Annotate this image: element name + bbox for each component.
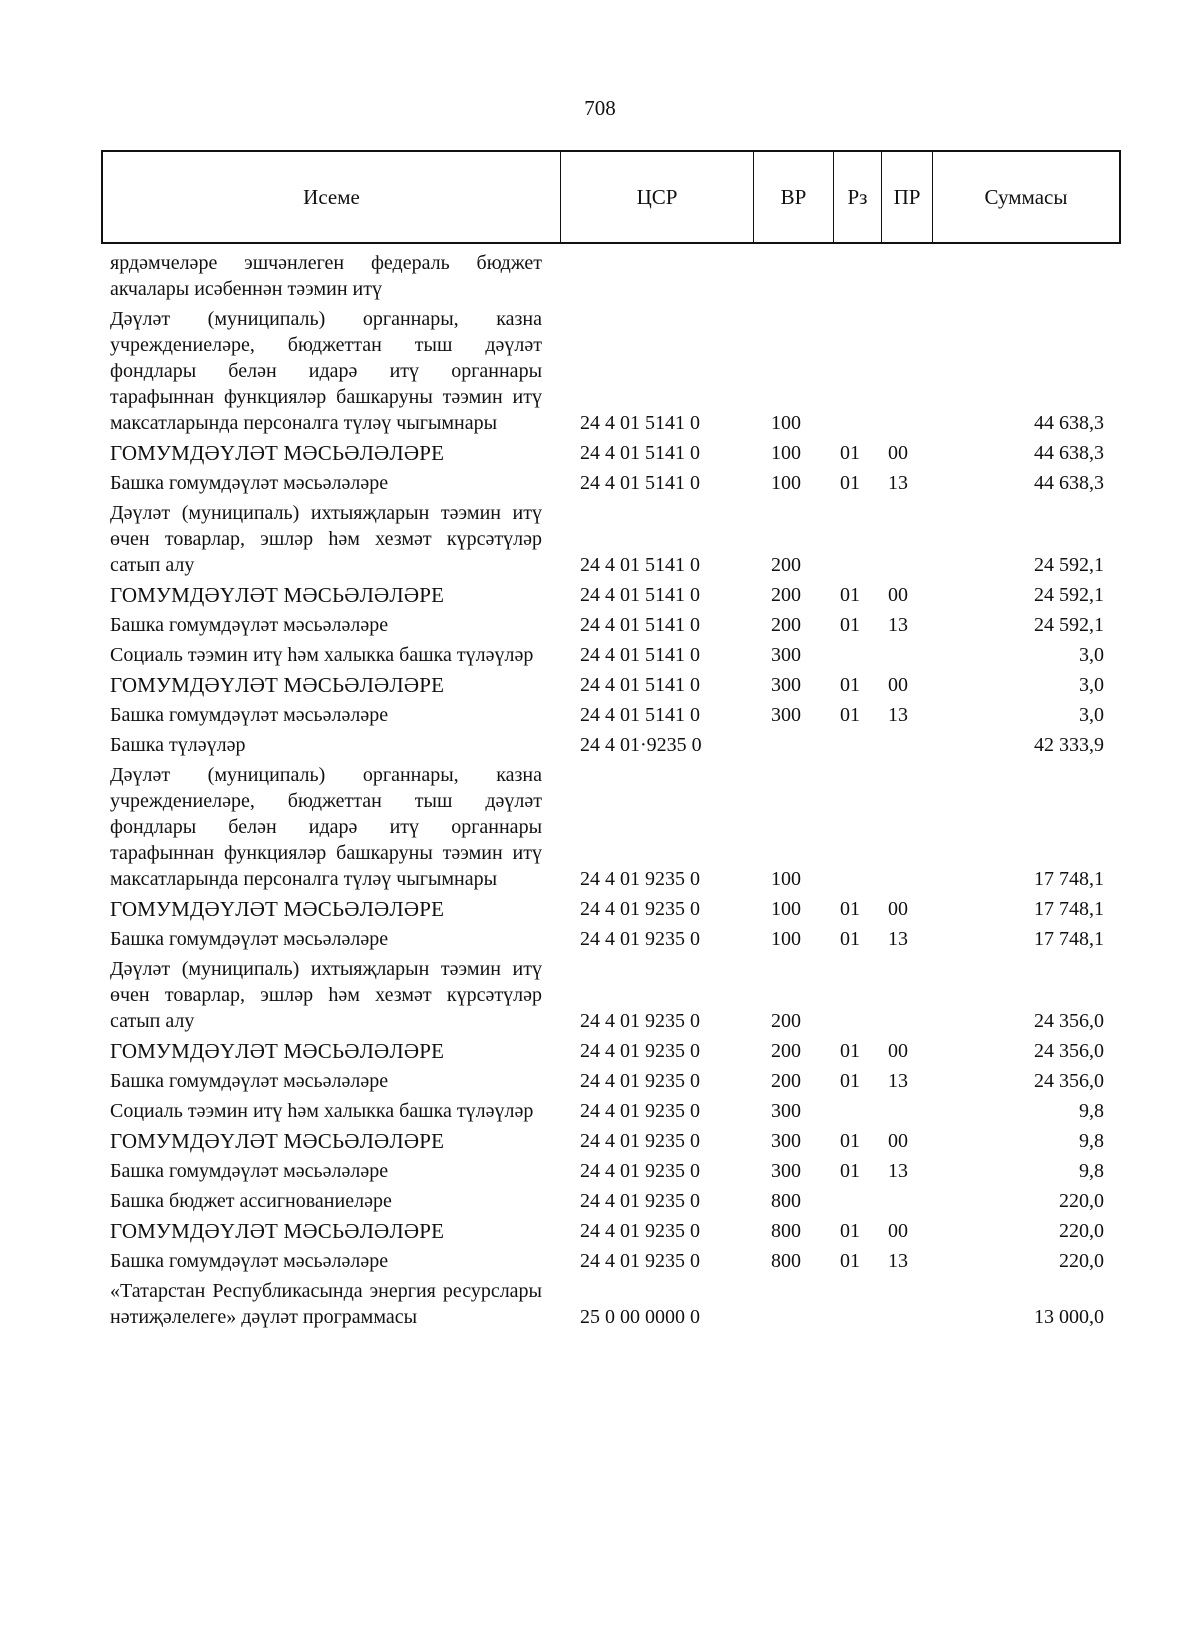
row-rz: 01 [840, 1130, 860, 1152]
row-name: Башка гомумдәүләт мәсьәләләре [110, 1160, 389, 1182]
row-sum: 220,0 [1059, 1220, 1104, 1242]
table-body [0, 250, 1200, 1330]
row-csr: 24 4 01 9235 0 [580, 1160, 700, 1182]
row-vr: 100 [771, 898, 801, 920]
row-sum: 220,0 [1059, 1250, 1104, 1272]
row-pr: 13 [888, 614, 908, 636]
row-pr: 13 [888, 704, 908, 726]
row-name: Башка гомумдәүләт мәсьәләләре [110, 928, 389, 950]
row-csr: 24 4 01 5141 0 [580, 644, 700, 666]
row-csr: 24 4 01 9235 0 [580, 1010, 700, 1032]
row-vr: 800 [771, 1220, 801, 1242]
row-csr: 24 4 01 9235 0 [580, 1220, 700, 1242]
row-csr: 24 4 01·9235 0 [580, 734, 702, 756]
row-csr: 24 4 01 9235 0 [580, 1130, 700, 1152]
table-row [0, 732, 1200, 758]
row-vr: 200 [771, 584, 801, 606]
table-row [0, 642, 1200, 668]
row-name: Башка түләүләр [110, 734, 246, 756]
row-sum: 3,0 [1079, 704, 1104, 726]
row-sum: 42 333,9 [1034, 734, 1104, 756]
row-sum: 17 748,1 [1034, 898, 1104, 920]
row-vr: 300 [771, 644, 801, 666]
row-name: Башка гомумдәүләт мәсьәләләре [110, 704, 389, 726]
row-csr: 24 4 01 9235 0 [580, 928, 700, 950]
row-sum: 24 592,1 [1034, 554, 1104, 576]
table-row [0, 1038, 1200, 1064]
row-pr: 13 [888, 472, 908, 494]
column-header-vr: ВР [754, 152, 834, 242]
table-row [0, 612, 1200, 638]
row-pr: 00 [888, 674, 908, 696]
row-sum: 220,0 [1059, 1190, 1104, 1212]
table-row [0, 1098, 1200, 1124]
row-vr: 300 [771, 674, 801, 696]
row-vr: 300 [771, 1160, 801, 1182]
row-csr: 24 4 01 9235 0 [580, 868, 700, 890]
row-pr: 13 [888, 928, 908, 950]
table-row [0, 440, 1200, 466]
row-name: ГОМУМДӘҮЛӘТ МӘСЬӘЛӘЛӘРЕ [110, 1219, 445, 1243]
row-vr: 100 [771, 928, 801, 950]
row-pr: 00 [888, 898, 908, 920]
table-row [0, 956, 1200, 1034]
table-row [0, 1068, 1200, 1094]
row-sum: 9,8 [1079, 1160, 1104, 1182]
row-name: Башка гомумдәүләт мәсьәләләре [110, 472, 389, 494]
row-pr: 00 [888, 584, 908, 606]
row-pr: 13 [888, 1160, 908, 1182]
table-row [0, 762, 1200, 892]
row-vr: 800 [771, 1250, 801, 1272]
row-sum: 24 356,0 [1034, 1070, 1104, 1092]
table-row [0, 1158, 1200, 1184]
table-row [0, 926, 1200, 952]
row-rz: 01 [840, 472, 860, 494]
row-rz: 01 [840, 928, 860, 950]
row-pr: 00 [888, 1040, 908, 1062]
row-rz: 01 [840, 1250, 860, 1272]
row-name: Социаль тәэмин итү һәм халыкка башка түләүләр [110, 1100, 534, 1122]
row-sum: 9,8 [1079, 1100, 1104, 1122]
table-row [0, 500, 1200, 578]
row-sum: 17 748,1 [1034, 868, 1104, 890]
table-row [0, 306, 1200, 436]
row-sum: 24 356,0 [1034, 1010, 1104, 1032]
row-csr: 24 4 01 5141 0 [580, 584, 700, 606]
table-row [0, 896, 1200, 922]
row-vr: 300 [771, 1130, 801, 1152]
row-name: Башка гомумдәүләт мәсьәләләре [110, 1250, 389, 1272]
row-rz: 01 [840, 1160, 860, 1182]
row-rz: 01 [840, 1220, 860, 1242]
row-name: ГОМУМДӘҮЛӘТ МӘСЬӘЛӘЛӘРЕ [110, 583, 445, 607]
row-rz: 01 [840, 1040, 860, 1062]
table-row [0, 1188, 1200, 1214]
row-name: ГОМУМДӘҮЛӘТ МӘСЬӘЛӘЛӘРЕ [110, 1129, 445, 1153]
row-name: Социаль тәэмин итү һәм халыкка башка түләүләр [110, 644, 534, 666]
column-header-rz: Рз [834, 152, 882, 242]
row-csr: 24 4 01 5141 0 [580, 704, 700, 726]
row-vr: 100 [771, 412, 801, 434]
row-name: ГОМУМДӘҮЛӘТ МӘСЬӘЛӘЛӘРЕ [110, 441, 445, 465]
row-name: Дәүләт (муниципаль) ихтыяҗларын тәэмин итү өчен товарлар, эшләр һәм хезмәт күрсәтүләр сатып алу [110, 958, 542, 1032]
row-name: Башка бюджет ассигнованиеләре [110, 1190, 392, 1212]
row-vr: 200 [771, 1040, 801, 1062]
row-name: ярдәмчеләре эшчәнлеген федераль бюджет акчалары исәбеннән тәэмин итү [110, 252, 542, 300]
row-pr: 00 [888, 1220, 908, 1242]
column-header-pr: ПР [882, 152, 933, 242]
row-name: Башка гомумдәүләт мәсьәләләре [110, 614, 389, 636]
table-row [0, 582, 1200, 608]
column-header-name: Исеме [103, 152, 561, 242]
row-sum: 3,0 [1079, 674, 1104, 696]
row-name: Дәүләт (муниципаль) органнары, казна учреждениеләре, бюджеттан тыш дәүләт фондлары белән идарә итү органнары тарафыннан функцияләр башкаруны тәэмин итү максатларында персоналга түләү чыгымнары [110, 308, 542, 434]
row-vr: 200 [771, 554, 801, 576]
row-rz: 01 [840, 442, 860, 464]
row-sum: 13 000,0 [1034, 1306, 1104, 1328]
row-csr: 24 4 01 9235 0 [580, 1070, 700, 1092]
row-sum: 24 356,0 [1034, 1040, 1104, 1062]
row-name: «Татарстан Республикасында энергия ресурслары нәтиҗәлелеге» дәүләт программасы [110, 1280, 542, 1328]
row-name: ГОМУМДӘҮЛӘТ МӘСЬӘЛӘЛӘРЕ [110, 1039, 445, 1063]
row-name: Дәүләт (муниципаль) органнары, казна учреждениеләре, бюджеттан тыш дәүләт фондлары белән идарә итү органнары тарафыннан функцияләр башкаруны тәэмин итү максатларында персоналга түләү чыгымнары [110, 764, 542, 890]
row-csr: 24 4 01 9235 0 [580, 1040, 700, 1062]
row-csr: 25 0 00 0000 0 [580, 1306, 700, 1328]
table-row [0, 470, 1200, 496]
row-csr: 24 4 01 9235 0 [580, 898, 700, 920]
row-vr: 300 [771, 1100, 801, 1122]
row-vr: 200 [771, 1010, 801, 1032]
table-row [0, 672, 1200, 698]
row-rz: 01 [840, 898, 860, 920]
row-pr: 00 [888, 1130, 908, 1152]
row-sum: 24 592,1 [1034, 584, 1104, 606]
row-vr: 100 [771, 472, 801, 494]
row-csr: 24 4 01 5141 0 [580, 674, 700, 696]
table-row [0, 702, 1200, 728]
row-vr: 100 [771, 442, 801, 464]
table-row [0, 1248, 1200, 1274]
table-row [0, 250, 1200, 302]
row-csr: 24 4 01 9235 0 [580, 1100, 700, 1122]
row-sum: 3,0 [1079, 644, 1104, 666]
row-rz: 01 [840, 704, 860, 726]
table-row [0, 1128, 1200, 1154]
row-csr: 24 4 01 5141 0 [580, 554, 700, 576]
row-vr: 800 [771, 1190, 801, 1212]
row-name: Дәүләт (муниципаль) ихтыяҗларын тәэмин итү өчен товарлар, эшләр һәм хезмәт күрсәтүләр сатып алу [110, 502, 542, 576]
column-header-csr: ЦСР [561, 152, 754, 242]
row-sum: 44 638,3 [1034, 442, 1104, 464]
row-csr: 24 4 01 9235 0 [580, 1250, 700, 1272]
row-name: ГОМУМДӘҮЛӘТ МӘСЬӘЛӘЛӘРЕ [110, 673, 445, 697]
row-csr: 24 4 01 5141 0 [580, 412, 700, 434]
row-sum: 44 638,3 [1034, 472, 1104, 494]
row-sum: 24 592,1 [1034, 614, 1104, 636]
table-row [0, 1218, 1200, 1244]
row-pr: 13 [888, 1250, 908, 1272]
row-name: Башка гомумдәүләт мәсьәләләре [110, 1070, 389, 1092]
page-number: 708 [584, 96, 616, 120]
row-csr: 24 4 01 5141 0 [580, 442, 700, 464]
row-csr: 24 4 01 9235 0 [580, 1190, 700, 1212]
row-csr: 24 4 01 5141 0 [580, 472, 700, 494]
row-rz: 01 [840, 584, 860, 606]
row-sum: 9,8 [1079, 1130, 1104, 1152]
row-rz: 01 [840, 1070, 860, 1092]
row-rz: 01 [840, 674, 860, 696]
row-rz: 01 [840, 614, 860, 636]
row-vr: 200 [771, 614, 801, 636]
row-csr: 24 4 01 5141 0 [580, 614, 700, 636]
row-sum: 44 638,3 [1034, 412, 1104, 434]
row-vr: 300 [771, 704, 801, 726]
row-name: ГОМУМДӘҮЛӘТ МӘСЬӘЛӘЛӘРЕ [110, 897, 445, 921]
row-vr: 200 [771, 1070, 801, 1092]
row-vr: 100 [771, 868, 801, 890]
row-pr: 00 [888, 442, 908, 464]
row-pr: 13 [888, 1070, 908, 1092]
row-sum: 17 748,1 [1034, 928, 1104, 950]
table-row [0, 1278, 1200, 1330]
table-header [101, 150, 1121, 244]
column-header-sum: Суммасы [984, 184, 1068, 209]
